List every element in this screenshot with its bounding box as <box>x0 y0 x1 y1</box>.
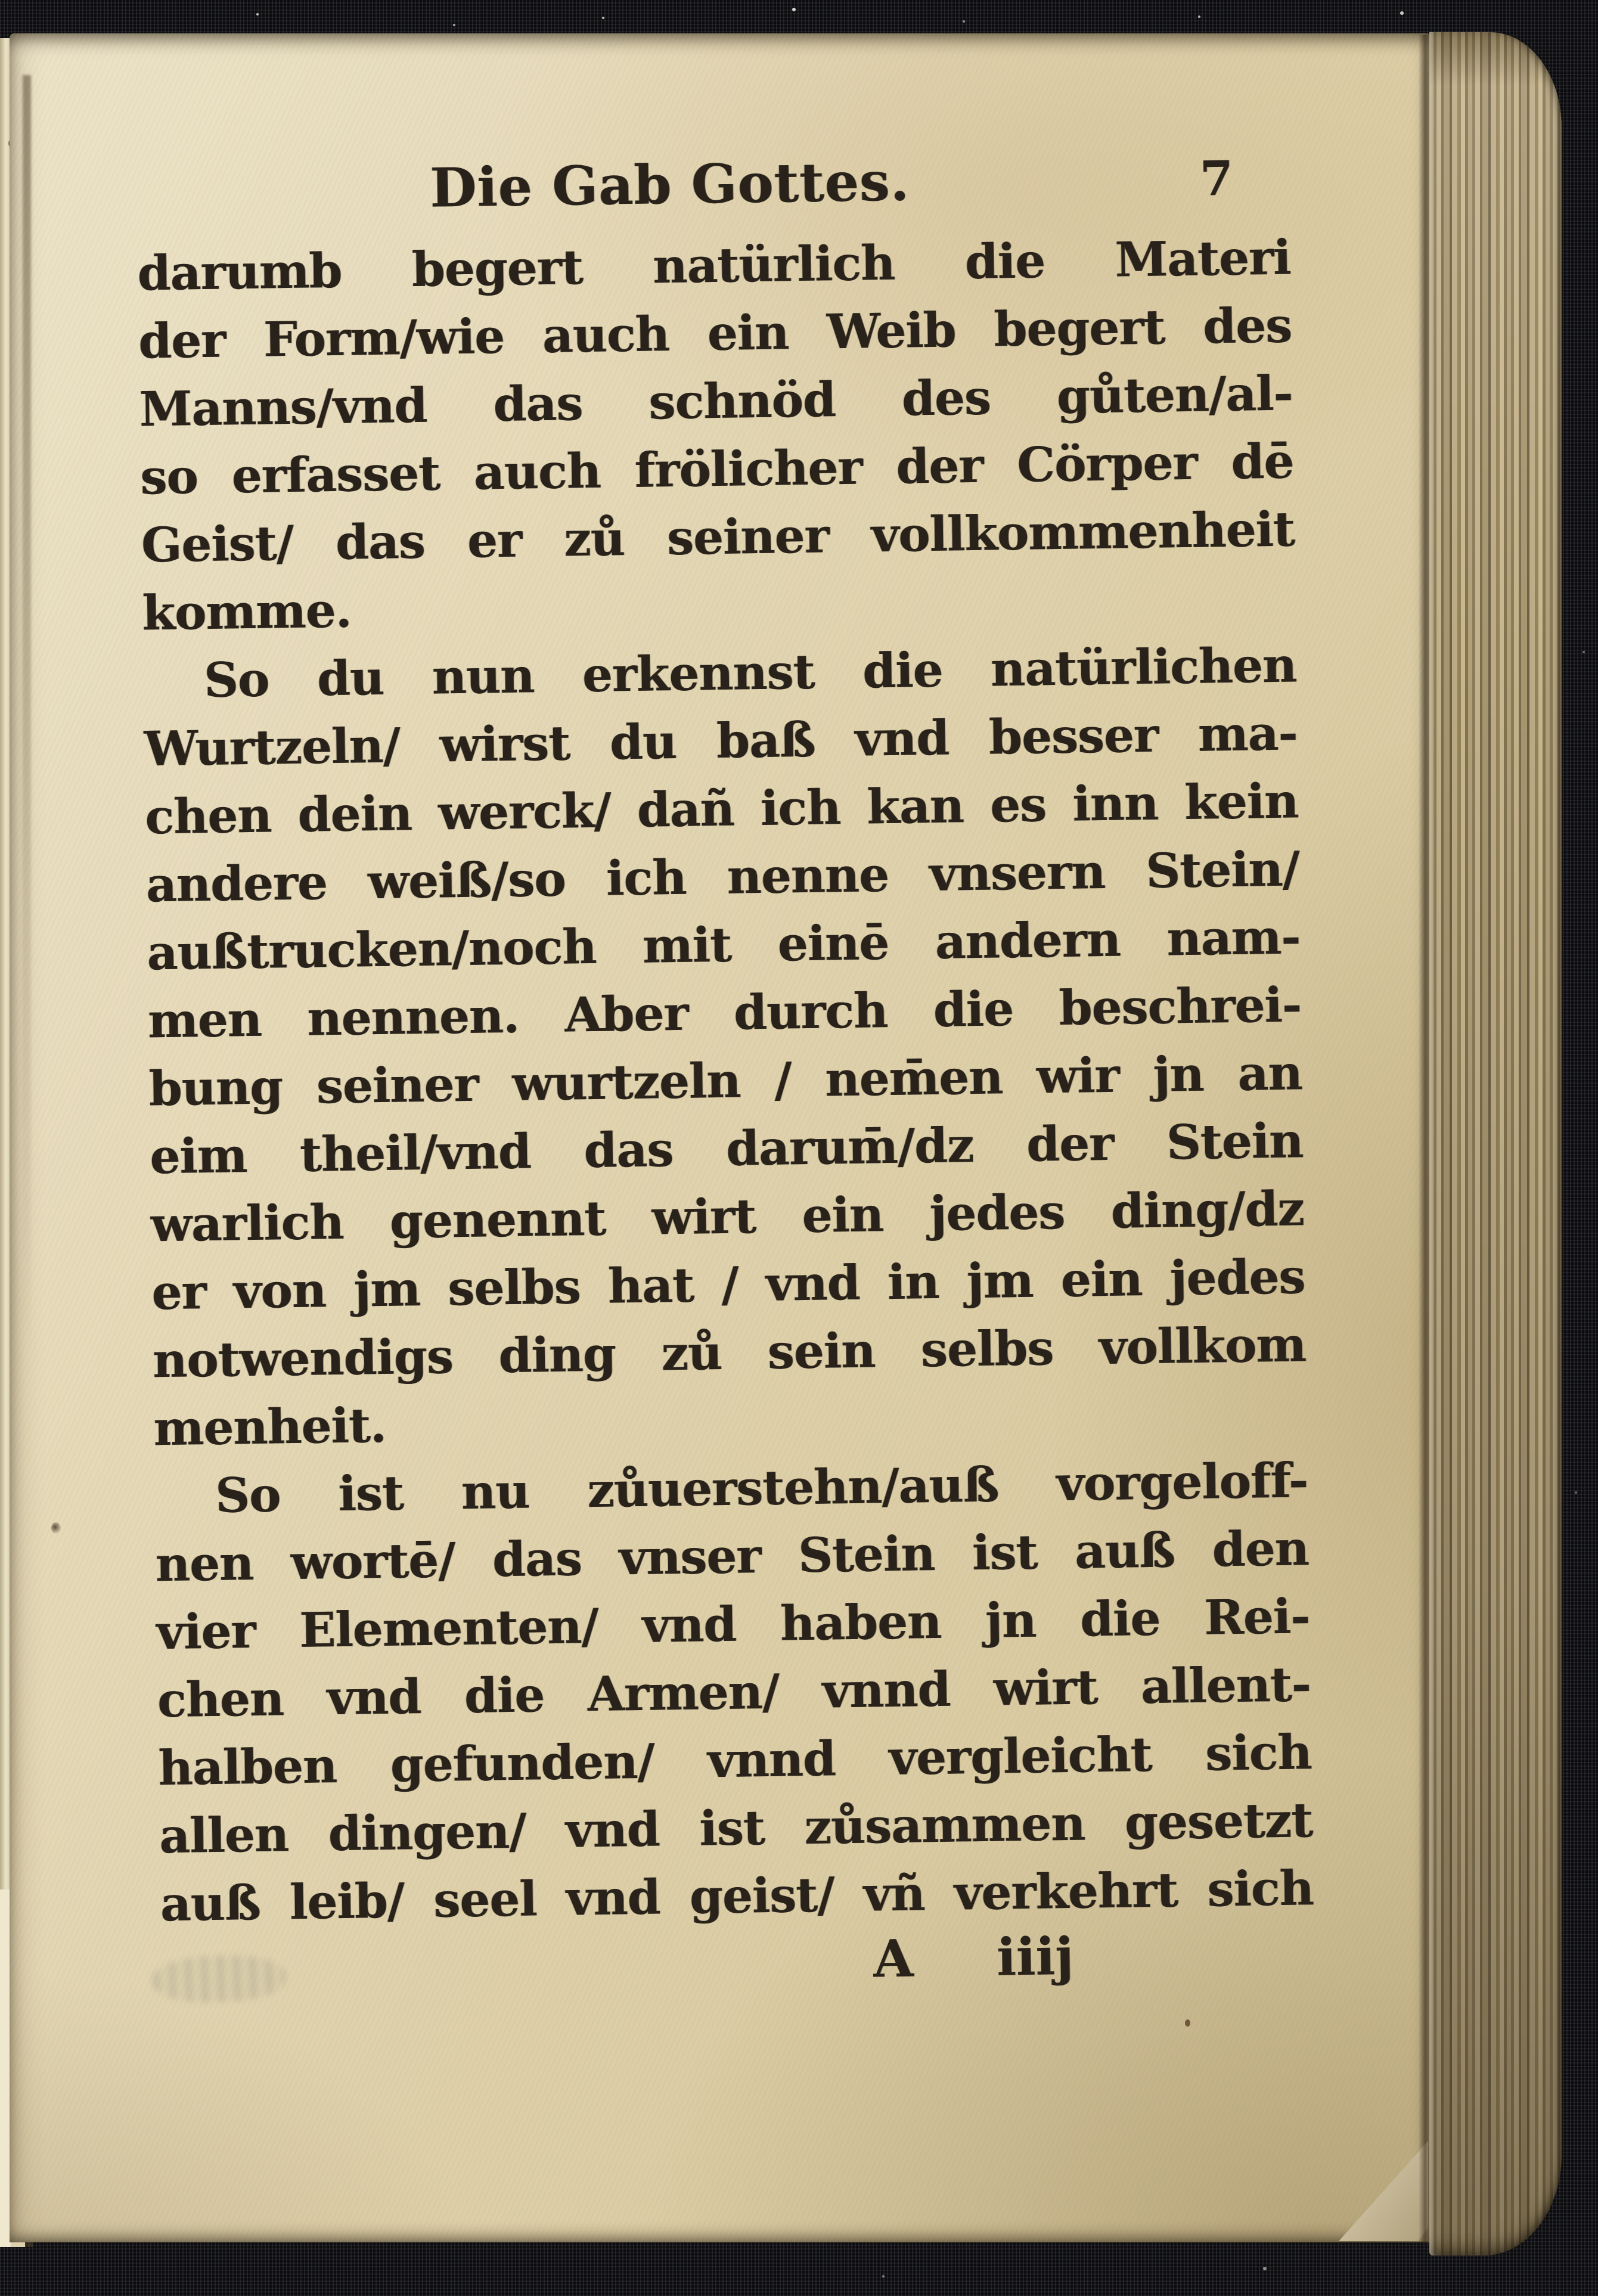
page-number: 7 <box>1199 150 1234 207</box>
text-line: Manns/vnd das schnöd des gůten/al- <box>139 365 1293 438</box>
text-line: auß leib/ seel vnd geist/ vñ verkehrt sich <box>160 1860 1314 1932</box>
signature-numeral: iiij <box>996 1926 1074 1988</box>
text-line: so erfasset auch frölicher der Cörper dē <box>139 433 1294 505</box>
body-lines <box>137 223 1314 1938</box>
text-line: nen wortē/ das vnser Stein ist auß den <box>155 1520 1310 1593</box>
text-line: Geist/ das er zů seiner vollkommenheit <box>141 501 1295 573</box>
text-line: men nennen. Aber durch die beschrei- <box>147 976 1302 1049</box>
folded-corner <box>1339 2141 1428 2241</box>
text-line: allen dingen/ vnd ist zůsammen gesetzt <box>159 1792 1313 1864</box>
text-line: andere weiß/so ich nenne vnsern Stein/ <box>145 840 1300 913</box>
text-line: So du nun erkennst die natürlichen <box>203 637 1297 708</box>
small-brown-speck <box>1185 2019 1190 2027</box>
text-line: komme. <box>142 582 352 641</box>
fore-edge-page-stack <box>1429 32 1562 2255</box>
signature-mark <box>873 1927 1074 1990</box>
text-line: chen vnd die Armen/ vnnd wirt allent- <box>157 1656 1311 1729</box>
text-line: eim theil/vnd das darum̄/dz der Stein <box>149 1112 1304 1185</box>
text-line: er von jm selbs hat / vnd in jm ein jedes <box>151 1248 1306 1321</box>
text-line: vier Elementen/ vnd haben jn die Rei- <box>156 1588 1311 1661</box>
text-line: notwendigs ding zů sein selbs vollkom <box>152 1316 1307 1389</box>
text-line: der Form/wie auch ein Weib begert des <box>138 297 1292 370</box>
dust-specks <box>256 13 259 15</box>
margin-ink-spot <box>51 1522 61 1534</box>
printed-text-block <box>136 144 1315 2038</box>
text-line: außtrucken/noch mit einē andern nam- <box>146 908 1301 981</box>
text-line: halben gefunden/ vnnd vergleicht sich <box>158 1724 1312 1797</box>
text-line: menheit. <box>153 1397 387 1457</box>
text-line: chen dein werck/ dañ ich kan es inn kein <box>144 772 1299 845</box>
page-edge-shadow <box>1419 35 1431 2244</box>
text-line: bung seiner wurtzeln / nem̄en wir jn an <box>148 1044 1303 1117</box>
signature-letter: A <box>873 1928 914 1990</box>
page-header <box>136 144 1290 235</box>
text-line: darumb begert natürlich die Materi <box>137 229 1292 302</box>
text-line: So ist nu zůuerstehn/auß vorgeloff- <box>215 1452 1308 1524</box>
page-crease-shadow <box>23 75 31 1565</box>
book-page <box>10 33 1429 2242</box>
text-line: warlich genennt wirt ein jedes ding/dz <box>150 1180 1305 1253</box>
running-title: Die Gab Gottes. <box>429 150 910 220</box>
text-line: Wurtzeln/ wirst du baß vnd besser ma- <box>144 705 1298 777</box>
